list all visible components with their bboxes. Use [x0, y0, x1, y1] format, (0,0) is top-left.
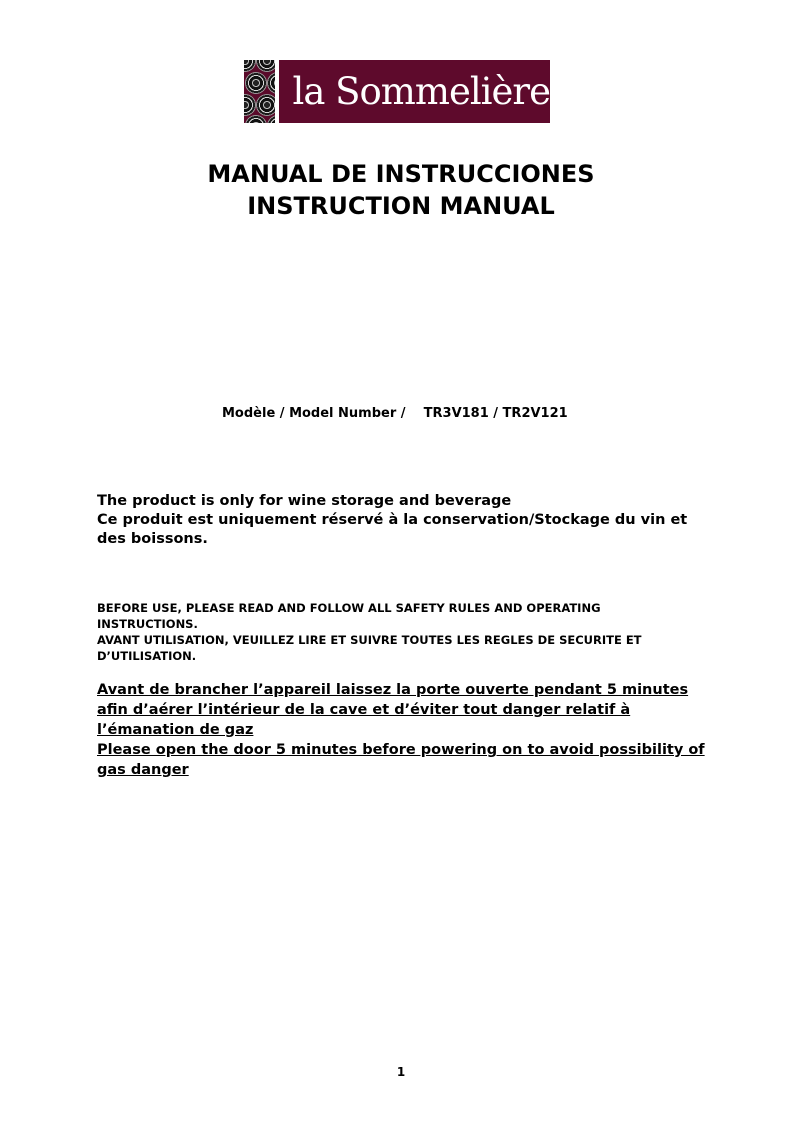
usage-french: Ce produit est uniquement réservé à la conservation/Stockage du vin et des boissons. — [97, 512, 688, 547]
safety-french: AVANT UTILISATION, VEUILLEZ LIRE ET SUIVRE TOUTES LES REGLES DE SECURITE ET D’UTILISATION. — [97, 633, 642, 663]
model-label: Modèle / Model Number / — [222, 406, 406, 421]
safety-english: BEFORE USE, PLEASE READ AND FOLLOW ALL SAFETY RULES AND OPERATING INSTRUCTIONS. — [97, 601, 601, 631]
gas-warning — [97, 680, 707, 780]
brand-logo — [244, 60, 550, 123]
wine-bottles-pattern-icon — [244, 60, 275, 123]
model-values: TR3V181 / TR2V121 — [423, 406, 568, 421]
model-number — [222, 406, 568, 421]
title-spanish: MANUAL DE INSTRUCCIONES — [207, 160, 595, 188]
warning-english: Please open the door 5 minutes before powering on to avoid possibility of gas danger — [97, 742, 705, 778]
safety-notice — [97, 600, 697, 664]
warning-french: Avant de brancher l’appareil laissez la porte ouverte pendant 5 minutes afin d’aérer l’intérieur de la cave et d’éviter tout danger relatif à l’émanation de gaz — [97, 682, 689, 738]
brand-name: la Sommelière — [279, 60, 551, 123]
title-english: INSTRUCTION MANUAL — [247, 192, 555, 220]
page-number: 1 — [396, 1065, 406, 1079]
usage-statement — [97, 492, 707, 549]
usage-english: The product is only for wine storage and beverage — [97, 493, 512, 509]
